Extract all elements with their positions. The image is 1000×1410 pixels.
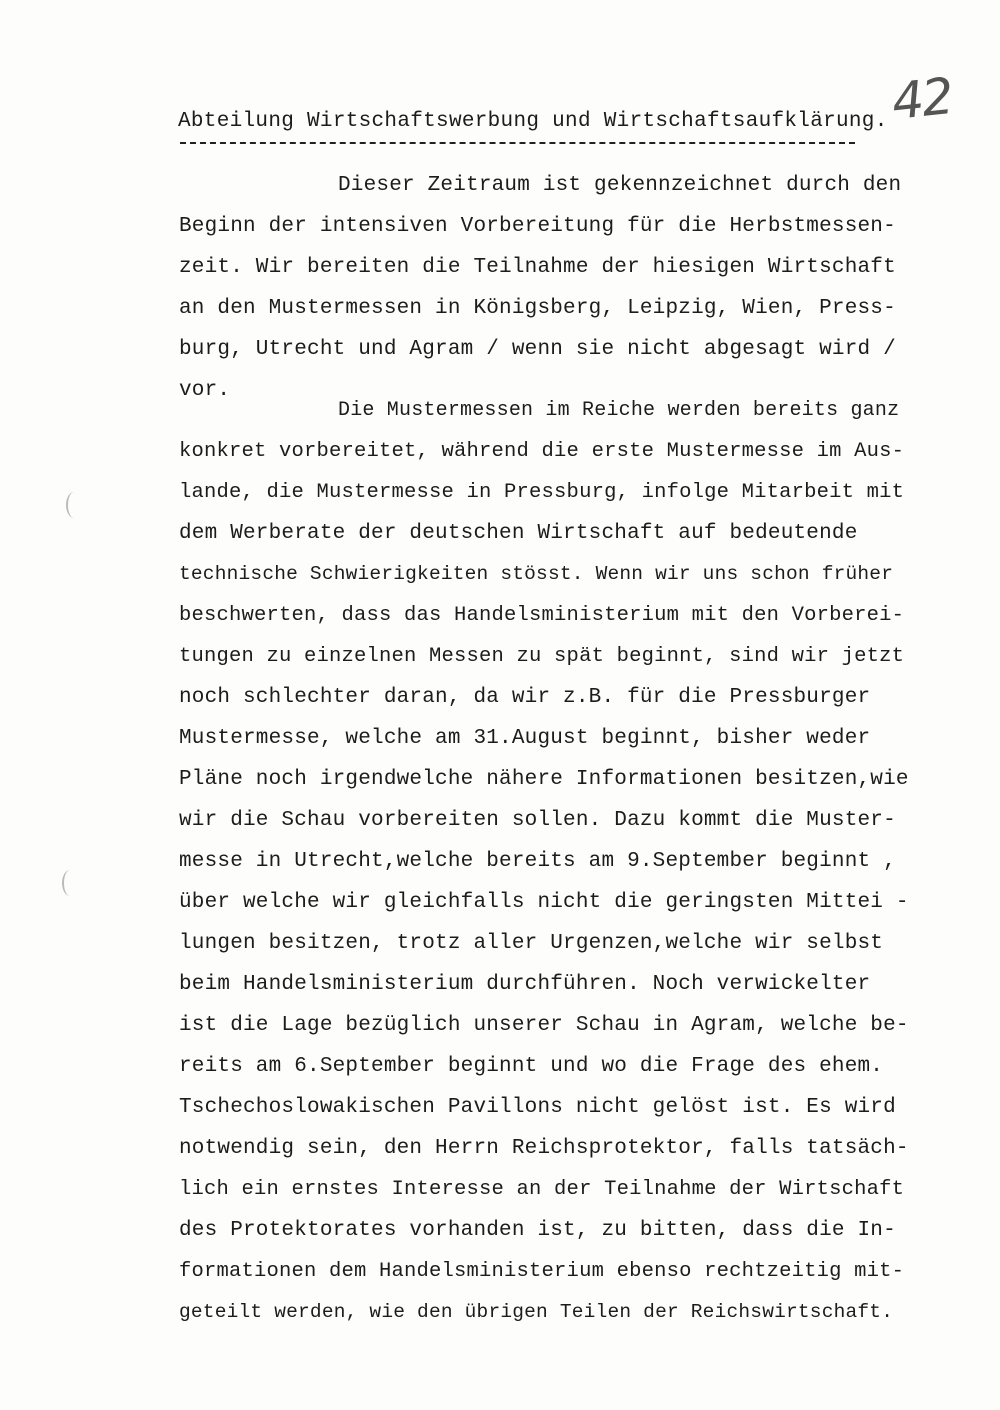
text-line: formationen dem Handelsministerium ebenso rechtzeitig mit- bbox=[179, 1260, 905, 1283]
text-line: noch schlechter daran, da wir z.B. für die Pressburger bbox=[179, 686, 871, 709]
handwritten-page-number: 42 bbox=[889, 67, 955, 131]
text-line: messe in Utrecht,welche bereits am 9.September beginnt , bbox=[179, 850, 896, 873]
text-line: lungen besitzen, trotz aller Urgenzen,welche wir selbst bbox=[179, 932, 884, 955]
text-line: wir die Schau vorbereiten sollen. Dazu kommt die Muster- bbox=[179, 809, 896, 832]
text-line: Pläne noch irgendwelche nähere Informationen besitzen,wie bbox=[179, 768, 909, 791]
text-line: an den Mustermessen in Königsberg, Leipzig, Wien, Press- bbox=[179, 297, 896, 320]
text-line: ist die Lage bezüglich unserer Schau in Agram, welche be- bbox=[179, 1014, 909, 1037]
text-line: lich ein ernstes Interesse an der Teilnahme der Wirtschaft bbox=[179, 1178, 905, 1201]
text-line: reits am 6.September beginnt und wo die Frage des ehem. bbox=[179, 1055, 884, 1078]
text-line: vor. bbox=[179, 379, 231, 402]
text-line: dem Werberate der deutschen Wirtschaft auf bedeutende bbox=[179, 522, 858, 545]
heading-underline bbox=[180, 142, 855, 144]
text-line: konkret vorbereitet, während die erste Mustermesse im Aus- bbox=[179, 440, 905, 463]
text-line: beschwerten, dass das Handelsministerium mit den Vorberei- bbox=[179, 604, 905, 627]
punch-hole-mark bbox=[62, 870, 78, 896]
text-line: Tschechoslowakischen Pavillons nicht gelöst ist. Es wird bbox=[179, 1096, 896, 1119]
text-line: geteilt werden, wie den übrigen Teilen der Reichswirtschaft. bbox=[179, 1301, 894, 1323]
text-line: Mustermesse, welche am 31.August beginnt, bisher weder bbox=[179, 727, 871, 750]
text-line: zeit. Wir bereiten die Teilnahme der hiesigen Wirtschaft bbox=[179, 256, 896, 279]
text-line: Die Mustermessen im Reiche werden bereits ganz bbox=[338, 399, 900, 422]
text-line: beim Handelsministerium durchführen. Noch verwickelter bbox=[179, 973, 871, 996]
text-line: Beginn der intensiven Vorbereitung für die Herbstmessen- bbox=[179, 215, 896, 238]
text-line: Dieser Zeitraum ist gekennzeichnet durch den bbox=[338, 174, 902, 197]
text-line: burg, Utrecht und Agram / wenn sie nicht abgesagt wird / bbox=[179, 338, 896, 361]
text-line: des Protektorates vorhanden ist, zu bitten, dass die In- bbox=[179, 1219, 896, 1242]
text-line: tungen zu einzelnen Messen zu spät beginnt, sind wir jetzt bbox=[179, 645, 905, 668]
text-line: lande, die Mustermesse in Pressburg, infolge Mitarbeit mit bbox=[179, 481, 905, 504]
section-heading: Abteilung Wirtschaftswerbung und Wirtschaftsaufklärung. bbox=[178, 110, 888, 133]
text-line: über welche wir gleichfalls nicht die geringsten Mittei - bbox=[179, 891, 909, 914]
text-line: technische Schwierigkeiten stösst. Wenn wir uns schon früher bbox=[179, 563, 894, 585]
text-line: notwendig sein, den Herrn Reichsprotektor, falls tatsäch- bbox=[179, 1137, 909, 1160]
punch-hole-mark bbox=[66, 492, 82, 518]
